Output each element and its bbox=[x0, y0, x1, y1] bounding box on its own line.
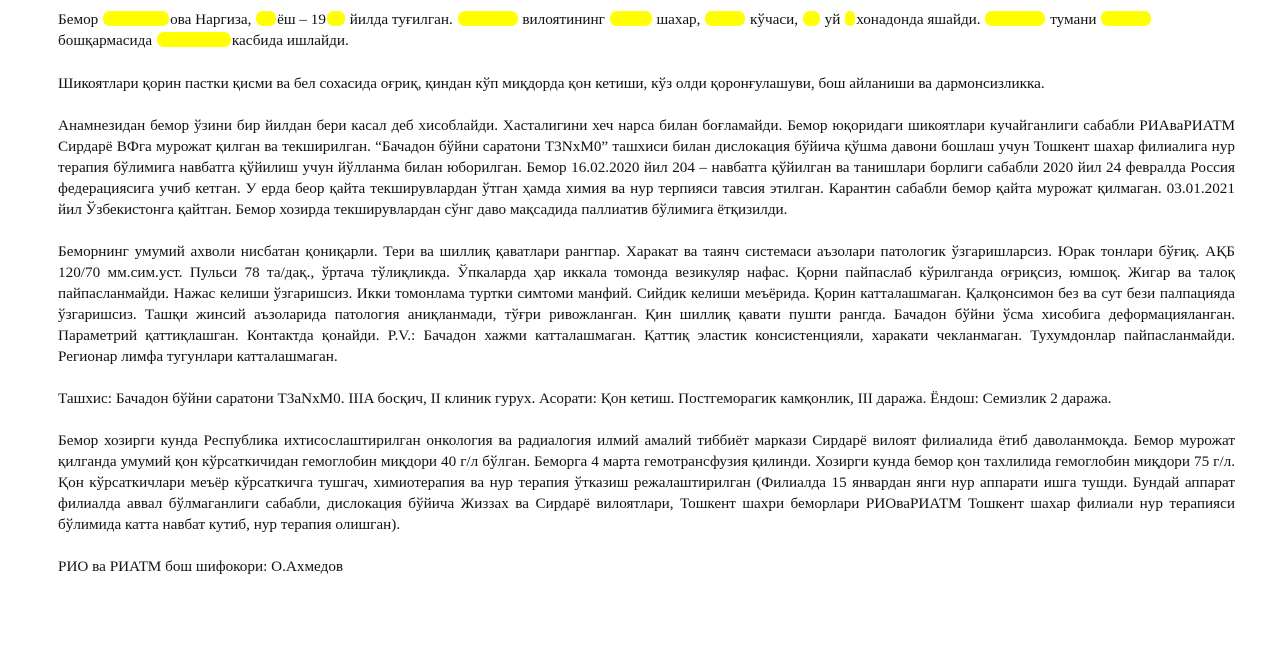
text-fragment: хонадонда яшайди. bbox=[856, 11, 981, 28]
text-fragment: ова Наргиза, bbox=[170, 11, 252, 28]
redacted-region bbox=[458, 11, 518, 26]
text-fragment: тумани bbox=[1050, 11, 1097, 28]
text-fragment: Бемор bbox=[58, 11, 99, 28]
paragraph-spacer bbox=[58, 51, 1235, 73]
redacted-house bbox=[803, 11, 820, 26]
status-paragraph: Беморнинг умумий ахволи нисбатан қониқарли. Тери ва шиллиқ қаватлари рангпар. Харакат ва таянч системаси аъзолари патологик ўзгаришларсиз. Юрак тонлари бўғиқ. АҚБ 120/70 мм.сим.уст. Пульси 78 та/дақ., ўртача тўлиқликда. Ўпкаларда ҳар иккала томонда везикуляр нафас. Қорни пайпаслаб кўрилганда оғриқсиз, юмшоқ. Жигар ва талоқ пайпасланмайди. Нажас келиши ўзгаришсиз. Икки томонлама туртки симтоми манфий. Сийдик келиши меъёрида. Қорин катталашмаган. Қалқонсимон без ва сут бези палпацияда ўзгаришсиз. Ташқи жинсий аъзоларида патология аниқланмади, тўғри ривожланган. Қин шиллиқ қавати пушти рангда. Бачадон бўйни ўсма хисобига деформацияланган. Параметрий қаттиқлашган. Контактда қонайди. P.V.: Бачадон хажми катталашмаган. Қаттиқ эластик консистенцияли, харакати чекланмаган. Тухумдонлар пайпасланмайди. Регионар лимфа тугунлари катталашмаган. bbox=[58, 243, 1235, 365]
paragraph-spacer bbox=[58, 220, 1235, 241]
redacted-surname bbox=[103, 11, 169, 26]
anamnesis-paragraph: Анамнезидан бемор ўзини бир йилдан бери касал деб хисоблайди. Хасталигини хеч нарса билан боғламайди. Бемор юқоридаги шикоятлари кучайганлиги сабабли РИАваРИАТМ Сирдарё ВФга мурожат қилган ва текширилган. “Бачадон бўйни саратони T3NxM0” ташхиси билан дислокация бўйича қўшма давони бошлаш учун Тошкент шахар филиалига нур терапия бўлимига навбатга қўйилиш учун йўлланма билан юборилган. Бемор 16.02.2020 йил 204 – навбатга қўйилган ва танишлари борлиги сабабли 2020 йил 24 февралда Россия федерациясига учиб кетган. У ерда беор қайта текширувлардан ўтган ҳамда химия ва нур терпияси тавсия этилган. Карантин сабабли бемор қайта мурожат қилмаган. 03.01.2021 йил Ўзбекистонга қайтган. Бемор хозирда текширувлардан сўнг даво мақсадида паллиатив бўлимига ётқизилди. bbox=[58, 117, 1235, 218]
signature-line: РИО ва РИАТМ бош шифокори: О.Ахмедов bbox=[58, 558, 344, 575]
paragraph-spacer bbox=[58, 367, 1235, 388]
text-fragment: бошқармасида bbox=[58, 32, 153, 49]
patient-info-paragraph bbox=[58, 9, 1235, 51]
text-fragment: вилоятининг bbox=[522, 11, 605, 28]
text-fragment: ёш – 19 bbox=[277, 11, 326, 28]
text-fragment: касбида ишлайди. bbox=[231, 32, 349, 49]
redacted-district bbox=[985, 11, 1045, 26]
text-fragment: кўчаси, bbox=[750, 11, 799, 28]
redacted-street bbox=[705, 11, 745, 26]
text-fragment: уй bbox=[824, 11, 841, 28]
redacted-profession bbox=[157, 32, 231, 47]
paragraph-spacer bbox=[58, 535, 1235, 556]
redacted-birth-year bbox=[327, 11, 345, 26]
text-fragment: йилда туғилган. bbox=[349, 11, 453, 28]
redacted-age bbox=[256, 11, 276, 26]
redacted-apartment bbox=[845, 11, 855, 26]
treatment-paragraph: Бемор хозирги кунда Республика ихтисослаштирилган онкология ва радиалогия илмий амалий тиббиёт маркази Сирдарё вилоят филиалида ётиб даволанмоқда. Бемор мурожат қилганда умумий қон кўрсаткичидан гемоглобин миқдори 40 г/л бўлган. Беморга 4 марта гемотрансфузия қилинди. Хозирги кунда бемор қон тахлилида гемоглобин миқдори 75 г/л. Қон кўрсаткичлари меъёр кўрсаткичга тушгач, химиотерапия ва нур терапия ўтказиш режалаштирилган (Филиалда 15 январдан янги нур аппарати ишга тушди. Бундай аппарат филиалда аввал бўлмаганлиги сабабли, дислокация бўйича Жиззах ва Сирдарё вилоятлари, Тошкент шахри беморлари РИОваРИАТМ Тошкент шахар филиали нур терапияси бўлимида катта навбат кутиб, нур терапия олишган). bbox=[58, 432, 1235, 533]
complaints-paragraph: Шикоятлари қорин пастки қисми ва бел сохасида оғриқ, қиндан кўп миқдорда қон кетиши, кўз олди қоронғулашуви, бош айланиши ва дармонсизликка. bbox=[58, 75, 1045, 92]
redacted-employer bbox=[1101, 11, 1151, 26]
paragraph-spacer bbox=[58, 94, 1235, 115]
paragraph-spacer bbox=[58, 409, 1235, 430]
text-fragment: шахар, bbox=[656, 11, 701, 28]
redacted-city bbox=[610, 11, 652, 26]
diagnosis-paragraph: Ташхис: Бачадон бўйни саратони T3aNxM0. IIIA босқич, II клиник гурух. Асорати: Қон кетиш. Постгеморагик камқонлик, III даража. Ёндош: Семизлик 2 даража. bbox=[58, 390, 1112, 407]
